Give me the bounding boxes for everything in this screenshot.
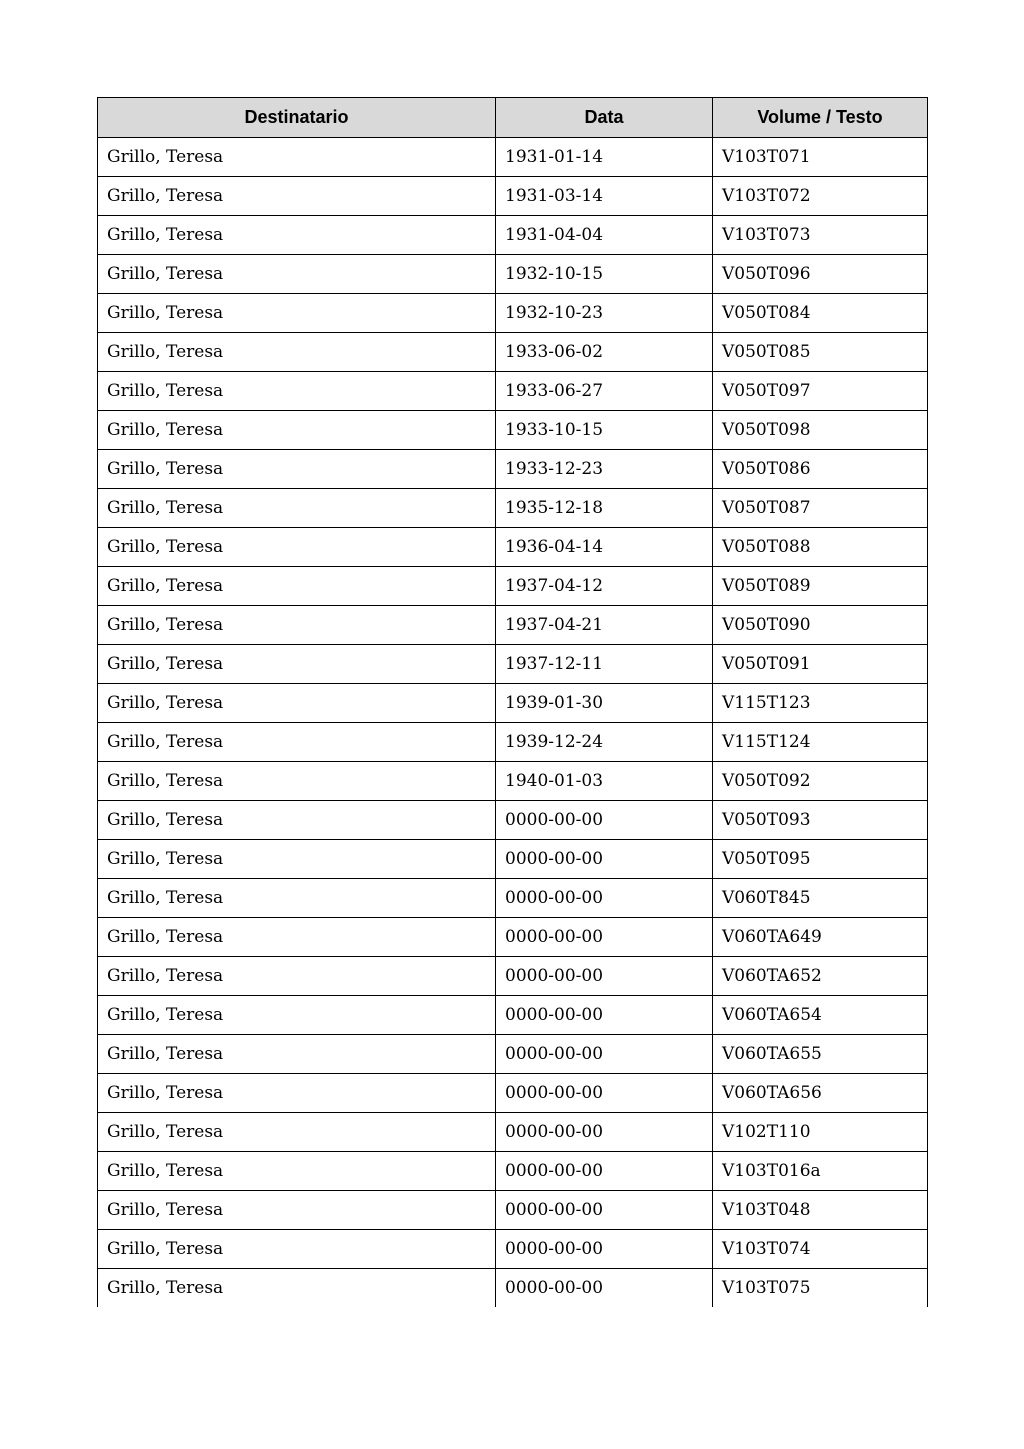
cell-data: 1933-06-27 <box>496 372 713 411</box>
cell-volume-testo: V060TA654 <box>713 996 928 1035</box>
header-volume-testo: Volume / Testo <box>713 98 928 138</box>
cell-volume-testo: V050T090 <box>713 606 928 645</box>
cell-destinatario: Grillo, Teresa <box>98 1035 496 1074</box>
cell-volume-testo: V050T088 <box>713 528 928 567</box>
table-row <box>98 996 928 1035</box>
table-row <box>98 684 928 723</box>
cell-volume-testo: V102T110 <box>713 1113 928 1152</box>
cell-volume-testo: V103T074 <box>713 1230 928 1269</box>
letters-table <box>97 97 928 1307</box>
cell-volume-testo: V050T085 <box>713 333 928 372</box>
cell-data: 0000-00-00 <box>496 1152 713 1191</box>
cell-volume-testo: V103T048 <box>713 1191 928 1230</box>
cell-data: 0000-00-00 <box>496 1191 713 1230</box>
table-row <box>98 606 928 645</box>
table-row <box>98 567 928 606</box>
cell-volume-testo: V103T073 <box>713 216 928 255</box>
table-row <box>98 1035 928 1074</box>
cell-destinatario: Grillo, Teresa <box>98 1191 496 1230</box>
table-row <box>98 1152 928 1191</box>
cell-volume-testo: V060TA649 <box>713 918 928 957</box>
cell-volume-testo: V060TA656 <box>713 1074 928 1113</box>
cell-destinatario: Grillo, Teresa <box>98 333 496 372</box>
cell-volume-testo: V050T084 <box>713 294 928 333</box>
cell-data: 0000-00-00 <box>496 1269 713 1308</box>
table-row <box>98 372 928 411</box>
cell-destinatario: Grillo, Teresa <box>98 801 496 840</box>
cell-destinatario: Grillo, Teresa <box>98 138 496 177</box>
table-row <box>98 177 928 216</box>
cell-volume-testo: V060T845 <box>713 879 928 918</box>
table-header-row <box>98 98 928 138</box>
cell-destinatario: Grillo, Teresa <box>98 1269 496 1308</box>
table-body <box>98 138 928 1308</box>
cell-data: 1932-10-23 <box>496 294 713 333</box>
cell-destinatario: Grillo, Teresa <box>98 762 496 801</box>
cell-volume-testo: V103T072 <box>713 177 928 216</box>
cell-destinatario: Grillo, Teresa <box>98 528 496 567</box>
table-row <box>98 216 928 255</box>
cell-data: 1931-01-14 <box>496 138 713 177</box>
cell-volume-testo: V103T071 <box>713 138 928 177</box>
cell-destinatario: Grillo, Teresa <box>98 1074 496 1113</box>
cell-destinatario: Grillo, Teresa <box>98 918 496 957</box>
cell-destinatario: Grillo, Teresa <box>98 1113 496 1152</box>
table-row <box>98 294 928 333</box>
table-row <box>98 1074 928 1113</box>
cell-data: 1931-03-14 <box>496 177 713 216</box>
table-row <box>98 1113 928 1152</box>
cell-destinatario: Grillo, Teresa <box>98 1152 496 1191</box>
table-row <box>98 801 928 840</box>
table-row <box>98 957 928 996</box>
cell-destinatario: Grillo, Teresa <box>98 567 496 606</box>
cell-data: 1933-10-15 <box>496 411 713 450</box>
table-row <box>98 1269 928 1308</box>
document-page <box>97 97 927 1307</box>
cell-volume-testo: V103T075 <box>713 1269 928 1308</box>
cell-destinatario: Grillo, Teresa <box>98 879 496 918</box>
cell-volume-testo: V103T016a <box>713 1152 928 1191</box>
cell-data: 0000-00-00 <box>496 840 713 879</box>
table-row <box>98 489 928 528</box>
table-row <box>98 450 928 489</box>
cell-destinatario: Grillo, Teresa <box>98 294 496 333</box>
table-row <box>98 411 928 450</box>
cell-volume-testo: V050T095 <box>713 840 928 879</box>
table-row <box>98 918 928 957</box>
table-row <box>98 1230 928 1269</box>
cell-data: 1936-04-14 <box>496 528 713 567</box>
cell-destinatario: Grillo, Teresa <box>98 489 496 528</box>
cell-destinatario: Grillo, Teresa <box>98 450 496 489</box>
cell-volume-testo: V115T123 <box>713 684 928 723</box>
cell-data: 0000-00-00 <box>496 1230 713 1269</box>
cell-data: 1935-12-18 <box>496 489 713 528</box>
cell-data: 1931-04-04 <box>496 216 713 255</box>
table-row <box>98 138 928 177</box>
table-row <box>98 762 928 801</box>
table-row <box>98 723 928 762</box>
cell-data: 0000-00-00 <box>496 918 713 957</box>
cell-destinatario: Grillo, Teresa <box>98 684 496 723</box>
cell-data: 0000-00-00 <box>496 1035 713 1074</box>
cell-destinatario: Grillo, Teresa <box>98 372 496 411</box>
header-data: Data <box>496 98 713 138</box>
cell-destinatario: Grillo, Teresa <box>98 957 496 996</box>
cell-destinatario: Grillo, Teresa <box>98 255 496 294</box>
cell-volume-testo: V060TA655 <box>713 1035 928 1074</box>
cell-data: 1937-04-12 <box>496 567 713 606</box>
cell-volume-testo: V115T124 <box>713 723 928 762</box>
cell-destinatario: Grillo, Teresa <box>98 411 496 450</box>
cell-destinatario: Grillo, Teresa <box>98 606 496 645</box>
cell-volume-testo: V050T087 <box>713 489 928 528</box>
table-row <box>98 1191 928 1230</box>
cell-data: 1933-12-23 <box>496 450 713 489</box>
cell-destinatario: Grillo, Teresa <box>98 1230 496 1269</box>
table-row <box>98 645 928 684</box>
cell-data: 1939-12-24 <box>496 723 713 762</box>
cell-volume-testo: V050T092 <box>713 762 928 801</box>
header-destinatario: Destinatario <box>98 98 496 138</box>
cell-data: 1933-06-02 <box>496 333 713 372</box>
table-row <box>98 333 928 372</box>
cell-data: 0000-00-00 <box>496 879 713 918</box>
cell-destinatario: Grillo, Teresa <box>98 177 496 216</box>
table-row <box>98 528 928 567</box>
cell-data: 1939-01-30 <box>496 684 713 723</box>
cell-data: 1932-10-15 <box>496 255 713 294</box>
table-row <box>98 255 928 294</box>
cell-volume-testo: V060TA652 <box>713 957 928 996</box>
cell-destinatario: Grillo, Teresa <box>98 723 496 762</box>
cell-volume-testo: V050T096 <box>713 255 928 294</box>
cell-data: 1937-12-11 <box>496 645 713 684</box>
cell-volume-testo: V050T086 <box>713 450 928 489</box>
cell-data: 0000-00-00 <box>496 996 713 1035</box>
table-row <box>98 879 928 918</box>
cell-data: 0000-00-00 <box>496 957 713 996</box>
cell-destinatario: Grillo, Teresa <box>98 216 496 255</box>
cell-destinatario: Grillo, Teresa <box>98 996 496 1035</box>
cell-volume-testo: V050T093 <box>713 801 928 840</box>
cell-data: 0000-00-00 <box>496 801 713 840</box>
cell-volume-testo: V050T089 <box>713 567 928 606</box>
cell-destinatario: Grillo, Teresa <box>98 840 496 879</box>
cell-destinatario: Grillo, Teresa <box>98 645 496 684</box>
cell-data: 1937-04-21 <box>496 606 713 645</box>
cell-volume-testo: V050T097 <box>713 372 928 411</box>
cell-volume-testo: V050T091 <box>713 645 928 684</box>
cell-data: 0000-00-00 <box>496 1113 713 1152</box>
table-row <box>98 840 928 879</box>
cell-data: 1940-01-03 <box>496 762 713 801</box>
cell-volume-testo: V050T098 <box>713 411 928 450</box>
cell-data: 0000-00-00 <box>496 1074 713 1113</box>
